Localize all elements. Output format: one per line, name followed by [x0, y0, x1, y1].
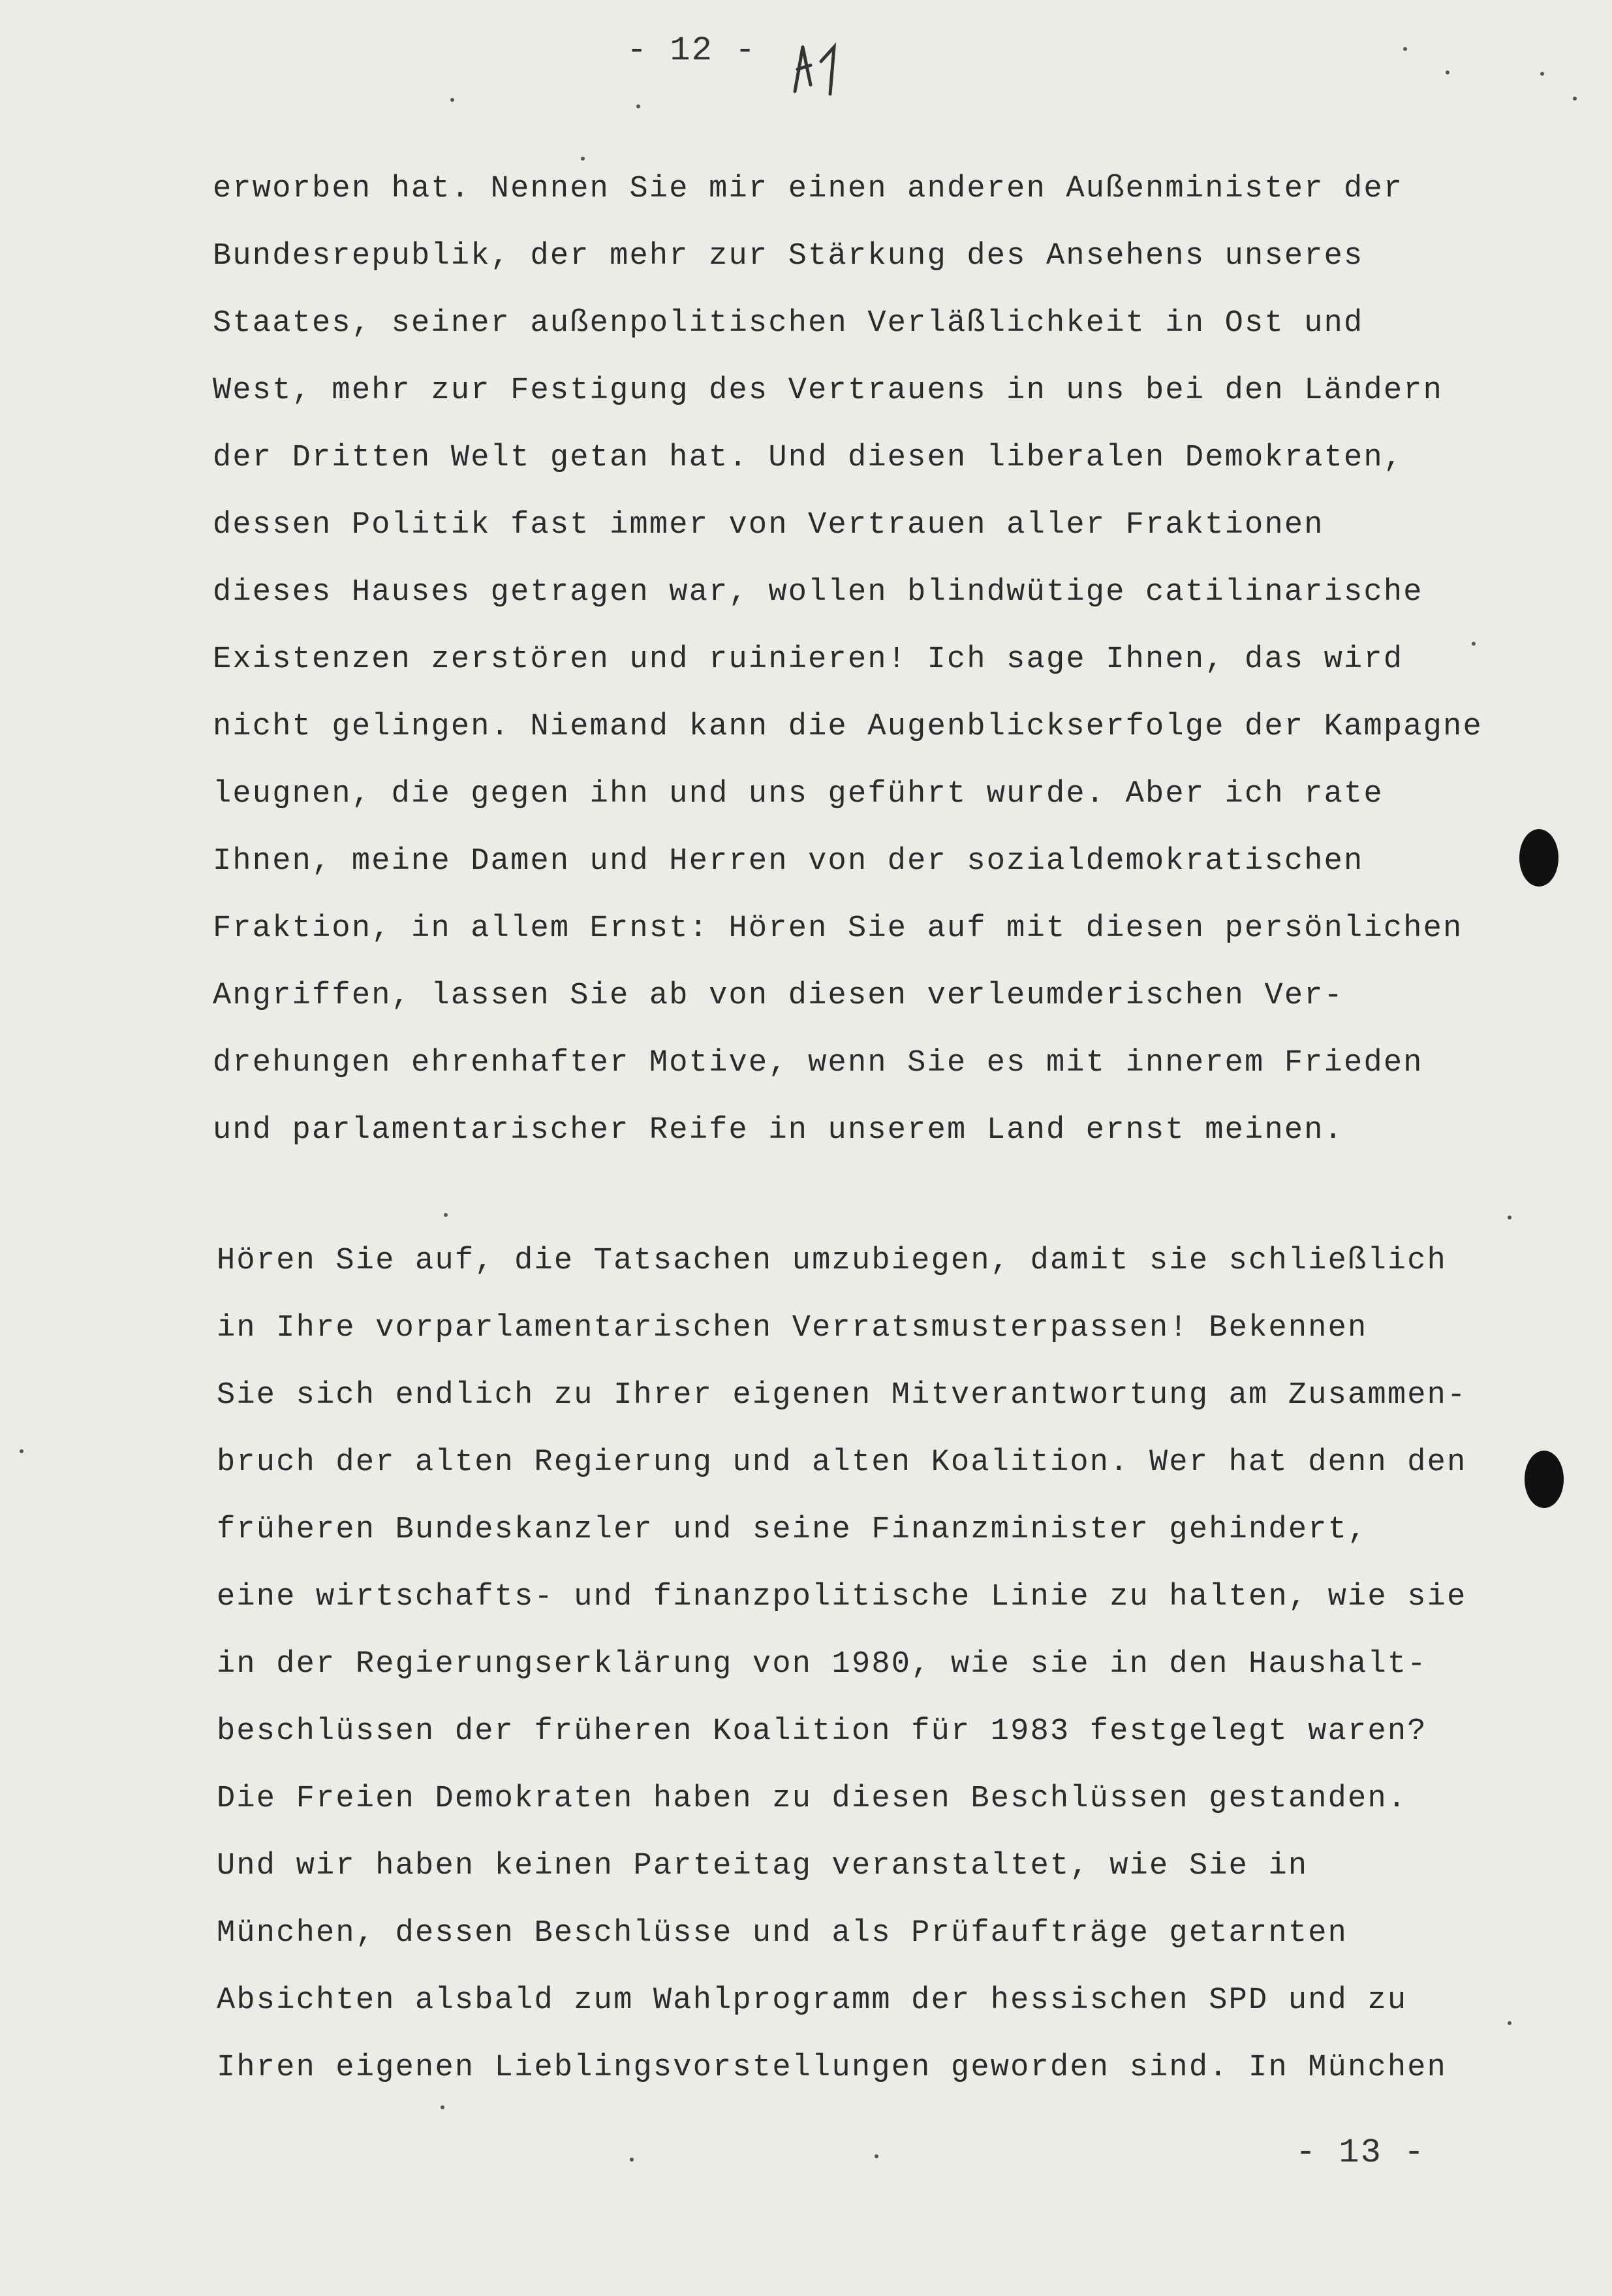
paper-speck: [1403, 47, 1407, 51]
text-line: drehungen ehrenhafter Motive, wenn Sie es mit innerem Frieden: [213, 1046, 1423, 1080]
text-line: in der Regierungserklärung von 1980, wie sie in den Haushalt-: [217, 1647, 1427, 1682]
text-line: Die Freien Demokraten haben zu diesen Beschlüssen gestanden.: [217, 1782, 1408, 1816]
text-line: Angriffen, lassen Sie ab von diesen verleumderischen Ver-: [213, 979, 1344, 1013]
paper-speck: [1508, 1216, 1511, 1219]
text-line: West, mehr zur Festigung des Vertrauens in uns bei den Ländern: [213, 373, 1444, 408]
text-line: Sie sich endlich zu Ihrer eigenen Mitverantwortung am Zusammen-: [217, 1378, 1467, 1413]
text-line: früheren Bundeskanzler und seine Finanzminister gehindert,: [217, 1513, 1368, 1547]
text-line: dieses Hauses getragen war, wollen blindwütige catilinarische: [213, 575, 1423, 610]
page-number: - 12 -: [627, 31, 757, 70]
text-line: erworben hat. Nennen Sie mir einen anderen Außenminister der: [213, 172, 1404, 206]
paper-speck: [1446, 71, 1449, 74]
paper-speck: [630, 2158, 634, 2162]
text-line: Hören Sie auf, die Tatsachen umzubiegen, damit sie schließlich: [217, 1244, 1448, 1278]
handwritten-mark-a1: [788, 39, 847, 98]
paper-speck: [1472, 642, 1476, 646]
text-line: Ihren eigenen Lieblingsvorstellungen geworden sind. In München: [217, 2051, 1448, 2085]
paper-speck: [444, 1213, 448, 1217]
text-line: leugnen, die gegen ihn und uns geführt wurde. Aber ich rate: [213, 777, 1384, 811]
text-line: in Ihre vorparlamentarischen Verratsmusterpassen! Bekennen: [217, 1311, 1368, 1345]
text-line: Staates, seiner außenpolitischen Verläßlichkeit in Ost und: [213, 306, 1364, 341]
text-line: bruch der alten Regierung und alten Koalition. Wer hat denn den: [217, 1445, 1467, 1480]
text-line: der Dritten Welt getan hat. Und diesen liberalen Demokraten,: [213, 441, 1404, 475]
text-line: Und wir haben keinen Parteitag veranstaltet, wie Sie in: [217, 1849, 1309, 1883]
text-line: Bundesrepublik, der mehr zur Stärkung des Ansehens unseres: [213, 239, 1364, 274]
paper-speck: [1573, 97, 1577, 101]
text-line: München, dessen Beschlüsse und als Prüfaufträge getarnten: [217, 1916, 1348, 1951]
text-line: eine wirtschafts- und finanzpolitische Linie zu halten, wie sie: [217, 1580, 1467, 1614]
paper-speck: [636, 104, 640, 108]
text-line: Existenzen zerstören und ruinieren! Ich sage Ihnen, das wird: [213, 642, 1404, 677]
paper-speck: [875, 2154, 878, 2158]
paper-speck: [1508, 2021, 1511, 2025]
punch-hole: [1525, 1451, 1564, 1508]
text-line: Fraktion, in allem Ernst: Hören Sie auf mit diesen persönlichen: [213, 911, 1463, 946]
text-line: beschlüssen der früheren Koalition für 1983 festgelegt waren?: [217, 1714, 1427, 1749]
text-line: nicht gelingen. Niemand kann die Augenblickserfolge der Kampagne: [213, 710, 1483, 744]
text-line: Absichten alsbald zum Wahlprogramm der hessischen SPD und zu: [217, 1983, 1408, 2018]
paper-speck: [1540, 72, 1544, 76]
text-line: dessen Politik fast immer von Vertrauen aller Fraktionen: [213, 508, 1324, 543]
punch-hole: [1519, 829, 1558, 887]
text-line: Ihnen, meine Damen und Herren von der sozialdemokratischen: [213, 844, 1364, 879]
paper-speck: [441, 2105, 444, 2109]
paper-speck: [581, 157, 585, 161]
paragraph-2: [217, 1227, 1561, 2101]
next-page-number: - 13 -: [1295, 2133, 1426, 2172]
paper-speck: [20, 1449, 23, 1453]
paper-speck: [450, 98, 454, 102]
text-line: und parlamentarischer Reife in unserem Land ernst meinen.: [213, 1113, 1344, 1148]
paragraph-1: [213, 155, 1557, 1164]
